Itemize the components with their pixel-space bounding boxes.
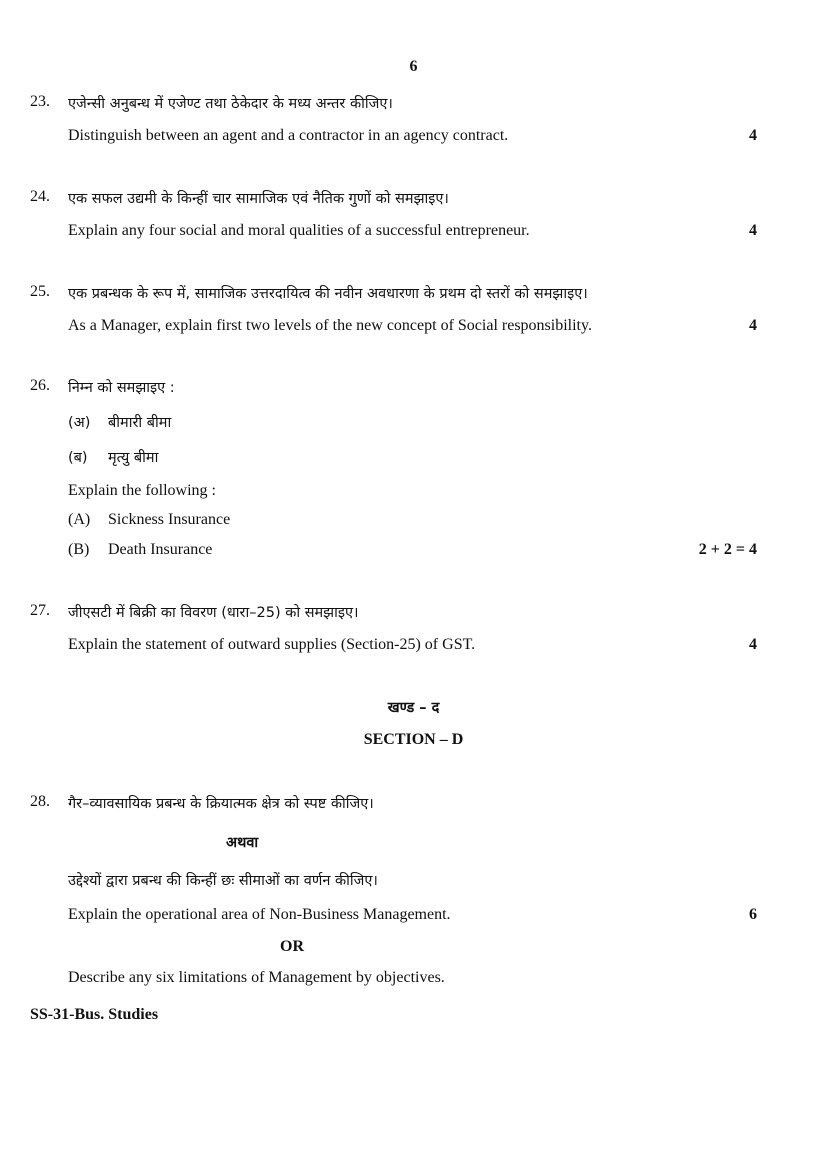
question-number: 28. (30, 793, 50, 810)
option-text: मृत्यु बीमा (108, 450, 159, 466)
question-hindi: एक सफल उद्यमी के किन्हीं चार सामाजिक एवं नैतिक गुणों को समझाइए। (68, 191, 449, 207)
question-hindi: निम्न को समझाइए : (68, 380, 175, 396)
option-label: (A) (68, 511, 91, 528)
option-english-b (68, 541, 212, 559)
question-english: Explain the statement of outward supplies (Section-25) of GST. (68, 636, 476, 653)
question-marks: 6 (749, 906, 757, 923)
question-marks: 4 (749, 317, 757, 334)
option-text: Death Insurance (108, 541, 213, 558)
question-english: Distinguish between an agent and a contractor in an agency contract. (68, 127, 509, 144)
option-text: बीमारी बीमा (108, 415, 172, 431)
section-heading-hindi: खण्ड – द (387, 700, 440, 716)
question-number: 26. (30, 377, 50, 394)
question-hindi: जीएसटी में बिक्री का विवरण (धारा–25) को समझाइए। (68, 605, 359, 621)
question-number: 27. (30, 602, 50, 619)
option-text: Sickness Insurance (108, 511, 231, 528)
option-english-a (68, 511, 230, 529)
question-marks: 2 + 2 = 4 (698, 541, 757, 558)
question-english: Explain any four social and moral qualities of a successful entrepreneur. (68, 222, 530, 239)
question-english: Explain the operational area of Non-Business Management. (68, 906, 451, 923)
question-number: 25. (30, 283, 50, 300)
footer-code: SS-31-Bus. Studies (30, 1006, 159, 1023)
option-hindi-b (68, 447, 158, 467)
question-number: 24. (30, 188, 50, 205)
question-marks: 4 (749, 222, 757, 239)
question-hindi: गैर–व्यावसायिक प्रबन्ध के क्रियात्मक क्षेत्र को स्पष्ट कीजिए। (68, 796, 374, 812)
page-number: 6 (409, 58, 418, 75)
option-hindi-a (68, 412, 171, 432)
question-marks: 4 (749, 127, 757, 144)
option-label: (B) (68, 541, 90, 558)
question-hindi: एक प्रबन्धक के रूप में, सामाजिक उत्तरदायित्व की नवीन अवधारणा के प्रथम दो स्तरों को समझाइए। (68, 286, 588, 302)
question-hindi: एजेन्सी अनुबन्ध में एजेण्ट तथा ठेकेदार के मध्य अन्तर कीजिए। (68, 96, 393, 112)
question-english: As a Manager, explain first two levels of the new concept of Social responsibility. (68, 317, 592, 334)
or-hindi: अथवा (226, 835, 259, 851)
question-english-alternative: Describe any six limitations of Management by objectives. (68, 969, 445, 986)
section-heading-english: SECTION – D (363, 731, 464, 748)
option-label: (ब) (68, 450, 88, 466)
question-marks: 4 (749, 636, 757, 653)
option-label: (अ) (68, 415, 91, 431)
question-hindi-alternative: उद्देश्यों द्वारा प्रबन्ध की किन्हीं छः सीमाओं का वर्णन कीजिए। (68, 873, 378, 889)
question-english: Explain the following : (68, 482, 216, 499)
or-english: OR (280, 938, 304, 955)
question-number: 23. (30, 93, 50, 110)
